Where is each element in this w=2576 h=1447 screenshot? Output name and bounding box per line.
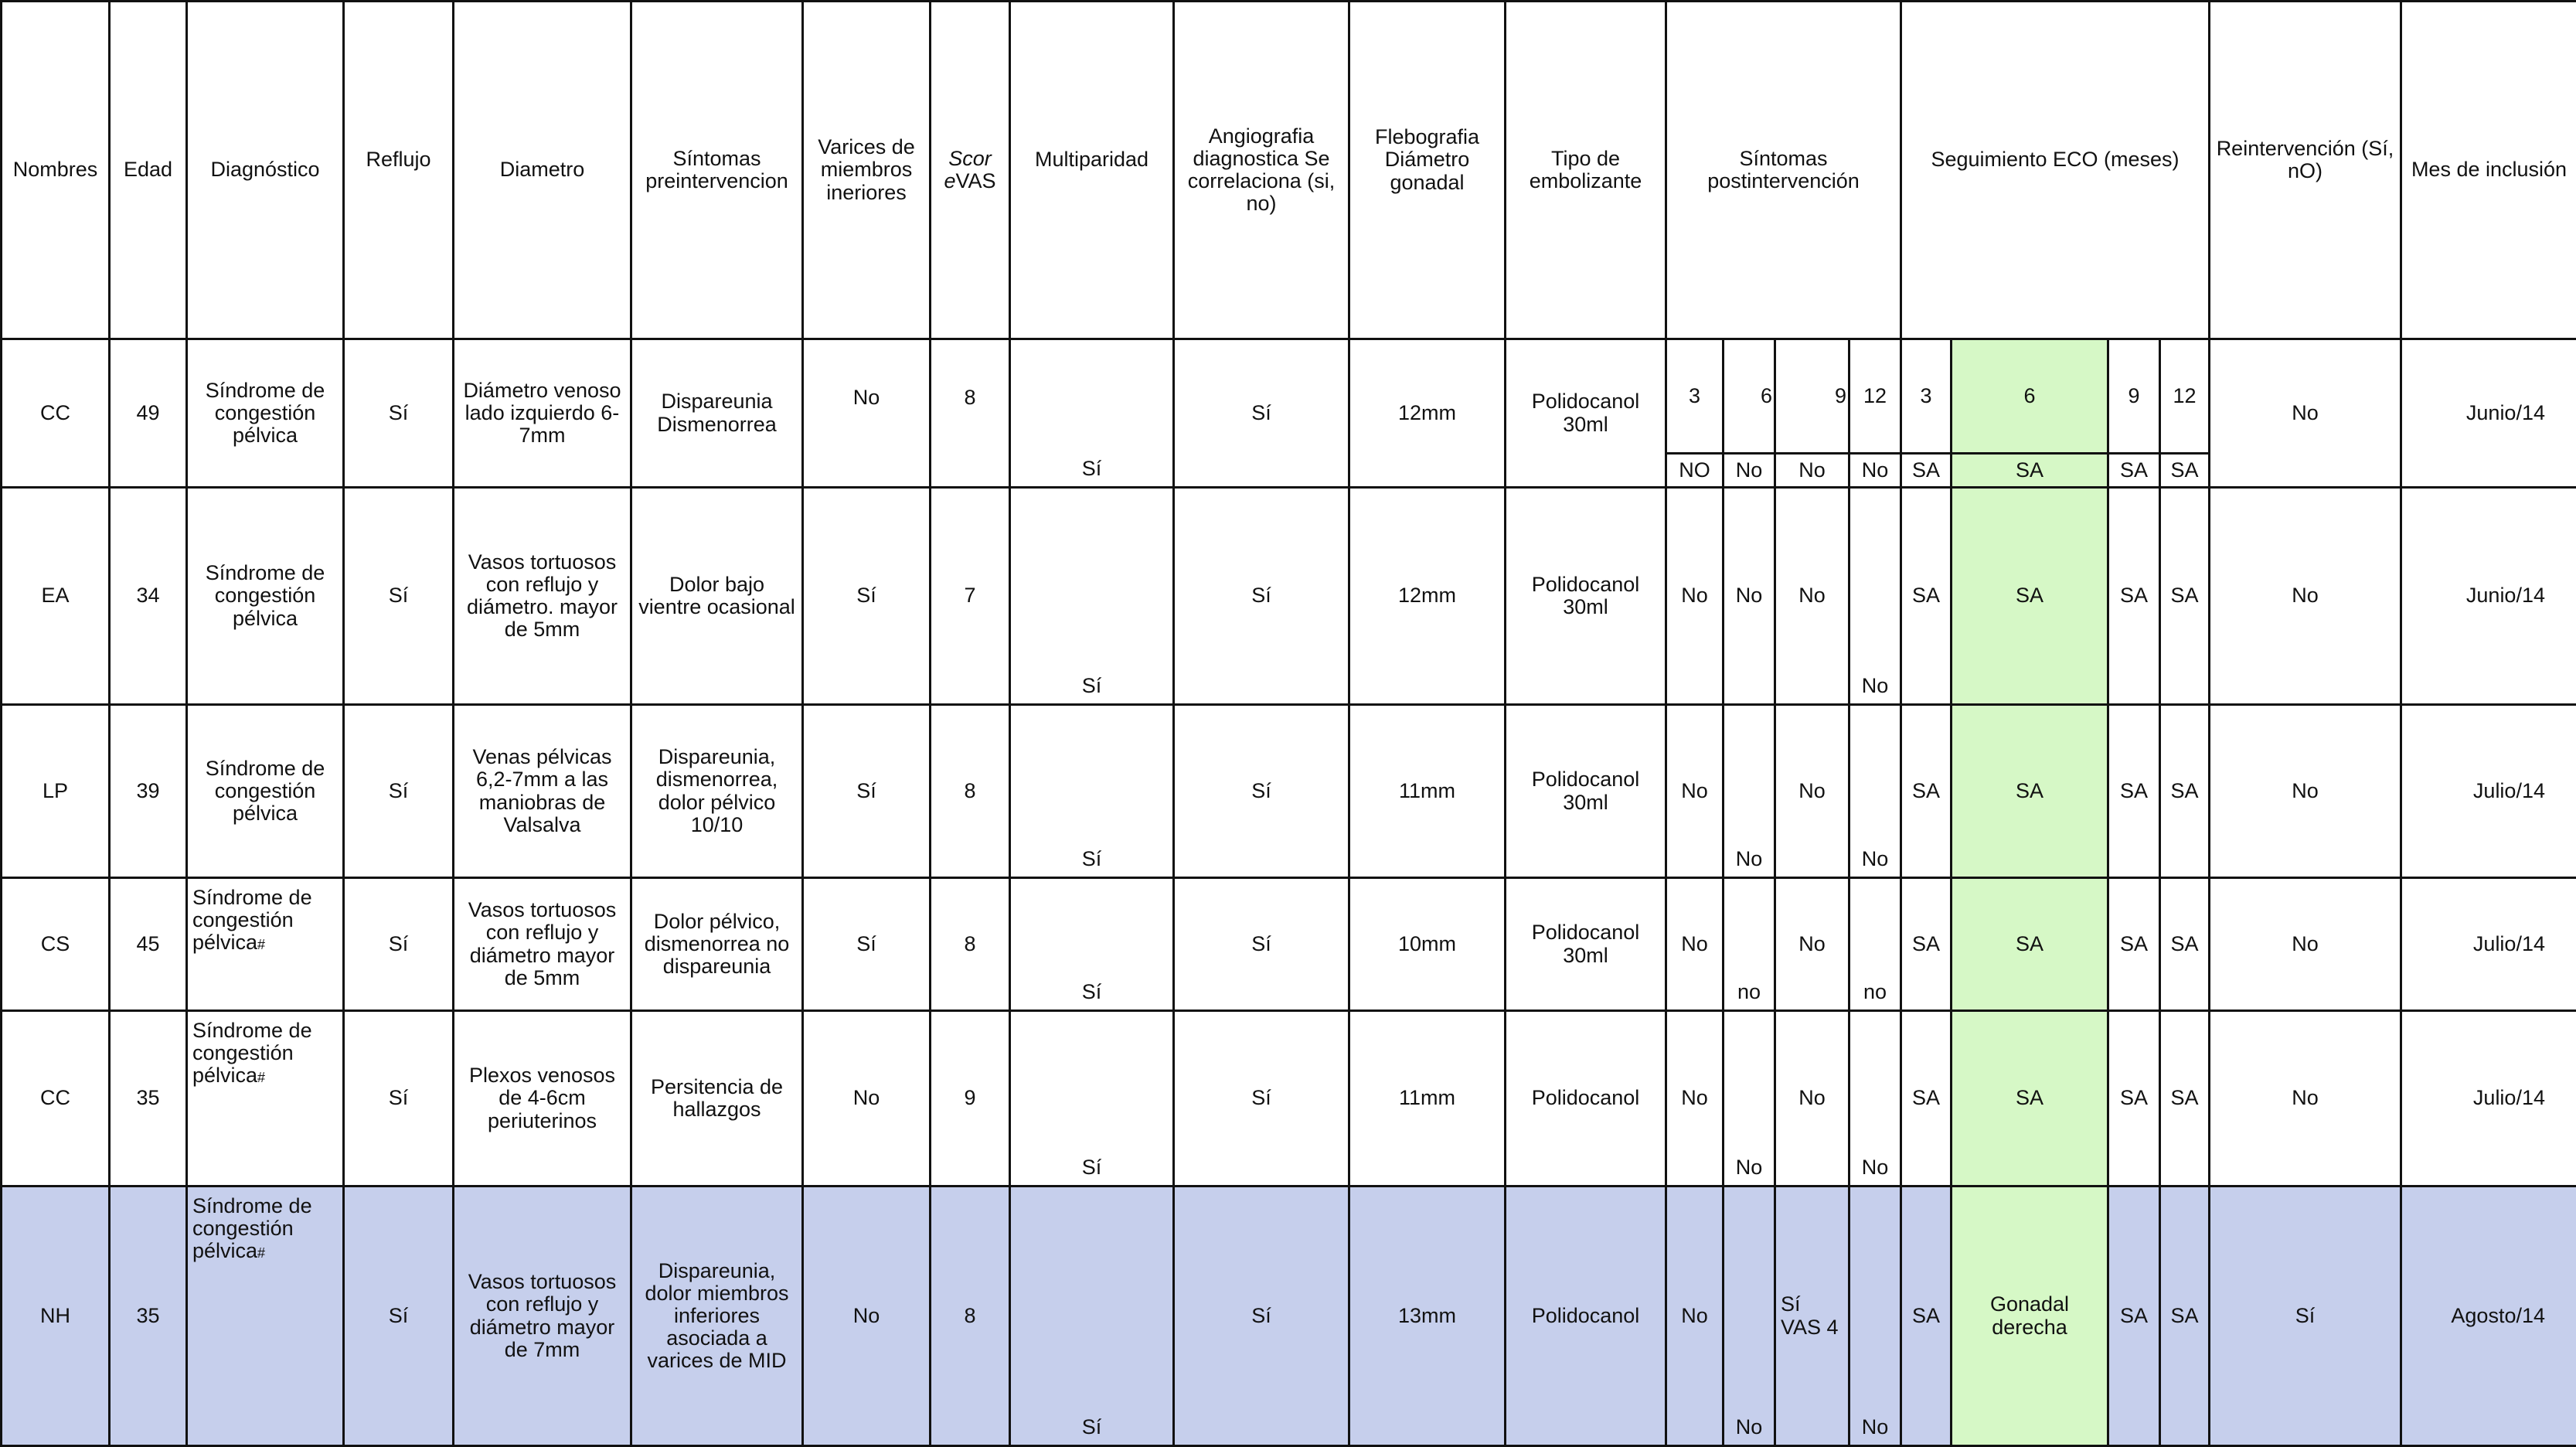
cell-flebografia [1349, 488, 1506, 705]
table-row-highlighted [2, 1187, 2576, 1446]
cell-angiografia: Sí [1174, 878, 1349, 1011]
cell-nombre: CS [2, 878, 110, 1011]
cell-post-9: No [1775, 488, 1849, 705]
diametro-text: Vasos tortuosos con reflujo y diámetro. mayor de 5 [467, 550, 618, 641]
cell-mes: Junio/14 [2401, 339, 2576, 488]
diametro-unit: mm [545, 618, 580, 641]
cell-eco-3: SA [1901, 705, 1952, 878]
cell-varices: No [803, 1187, 931, 1446]
cell-diagnostico: Síndrome de congestión pélvica [187, 488, 344, 705]
cell-vas: 9 [931, 1011, 1010, 1187]
flebografia-unit: mm [1421, 932, 1456, 955]
cell-mes: Julio/14 [2401, 705, 2576, 878]
cell-multiparidad: Sí [1010, 488, 1174, 705]
embolizante-volume: 30 [1563, 944, 1586, 967]
cell-post-9: No [1775, 705, 1849, 878]
header-edad: Edad [110, 2, 187, 339]
cell-diagnostico: Síndrome de congestión pélvica [187, 339, 344, 488]
cell-vas: 8 [931, 705, 1010, 878]
cell-angiografia: Sí [1174, 488, 1349, 705]
cell-eco-3: SA [1901, 1187, 1952, 1446]
month-eco-6: 6 [1952, 339, 2108, 454]
month-post-12: 12 [1849, 339, 1901, 454]
cell-eco-6: SA [1952, 1011, 2108, 1187]
diametro-text: Diámetro venoso lado izquierdo 6-7 [463, 379, 621, 447]
month-post-3: 3 [1666, 339, 1724, 454]
cell-flebografia [1349, 705, 1506, 878]
header-score-part2: e [944, 169, 955, 192]
diagnostico-mark: # [257, 1070, 265, 1085]
cell-diametro [454, 488, 631, 705]
cell-nombre: NH [2, 1187, 110, 1446]
cell-mes: Junio/14 [2401, 488, 2576, 705]
cell-reflujo: Sí [344, 1187, 454, 1446]
cell-sintomas-pre: Dolor bajo vientre ocasional [631, 488, 803, 705]
cell-eco-12: SA [2160, 1187, 2210, 1446]
cell-post-6: No [1724, 454, 1775, 488]
cell-post-9: No [1775, 454, 1849, 488]
diagnostico-mark: # [257, 937, 265, 952]
cell-post-9: No [1775, 1011, 1849, 1187]
month-post-9: 9 [1775, 339, 1849, 454]
cell-post-12: No [1849, 454, 1901, 488]
embolizante-unit: ml [1586, 944, 1608, 967]
cell-reintervencion: No [2210, 1011, 2401, 1187]
cell-embolizante [1506, 488, 1666, 705]
cell-eco-9: SA [2108, 454, 2160, 488]
cell-post-6: No [1724, 705, 1775, 878]
cell-angiografia: Sí [1174, 705, 1349, 878]
cell-embolizante [1506, 339, 1666, 488]
cell-varices: No [803, 339, 931, 488]
cell-eco-3: SA [1901, 488, 1952, 705]
cell-angiografia: Sí [1174, 339, 1349, 488]
diametro-text: Venas pélvicas 6,2-7 [472, 745, 611, 791]
cell-post-6: No [1724, 488, 1775, 705]
diametro-unit: mm [545, 966, 580, 989]
embolizante-unit: ml [1586, 595, 1608, 618]
cell-post-3: No [1666, 1011, 1724, 1187]
cell-embolizante: Polidocanol [1506, 1187, 1666, 1446]
cell-diagnostico [187, 878, 344, 1011]
cell-multiparidad: Sí [1010, 878, 1174, 1011]
cell-embolizante [1506, 705, 1666, 878]
cell-edad: 49 [110, 339, 187, 488]
cell-reintervencion: No [2210, 878, 2401, 1011]
cell-reflujo: Sí [344, 705, 454, 878]
cell-vas: 8 [931, 1187, 1010, 1446]
cell-eco-9: SA [2108, 488, 2160, 705]
cell-varices: Sí [803, 488, 931, 705]
embolizante-volume: 30 [1563, 791, 1586, 814]
cell-eco-12: SA [2160, 705, 2210, 878]
cell-eco-9: SA [2108, 1011, 2160, 1187]
table-row [2, 878, 2576, 1011]
cell-eco-6: SA [1952, 488, 2108, 705]
cell-multiparidad: Sí [1010, 1187, 1174, 1446]
cell-eco-12: SA [2160, 878, 2210, 1011]
cell-post-12: No [1849, 1011, 1901, 1187]
month-eco-3: 3 [1901, 339, 1952, 454]
header-flebografia: Flebografia Diámetro gonadal [1349, 2, 1506, 339]
cell-eco-6: SA [1952, 705, 2108, 878]
cell-post-12: no [1849, 878, 1901, 1011]
cell-diagnostico: Síndrome de congestión pélvica [187, 705, 344, 878]
flebografia-value: 13 [1398, 1304, 1421, 1327]
cell-eco-9: SA [2108, 878, 2160, 1011]
flebografia-unit: mm [1421, 584, 1456, 607]
cell-eco-12: SA [2160, 454, 2210, 488]
embolizante-agent: Polidocanol [1511, 768, 1660, 791]
header-varices: Varices de miembros ineriores [803, 2, 931, 339]
diagnostico-mark: # [257, 1245, 265, 1261]
diametro-unit: cm periuterinos [488, 1086, 597, 1132]
cell-multiparidad: Sí [1010, 705, 1174, 878]
cell-multiparidad: Sí [1010, 1011, 1174, 1187]
embolizante-agent: Polidocanol [1511, 574, 1660, 596]
cell-vas: 8 [931, 878, 1010, 1011]
cell-eco-6: SA [1952, 878, 2108, 1011]
embolizante-agent: Polidocanol [1511, 921, 1660, 944]
flebografia-unit: mm [1421, 1304, 1456, 1327]
cell-eco-3: SA [1901, 878, 1952, 1011]
flebografia-unit: mm [1421, 401, 1456, 424]
header-embolizante: Tipo de embolizante [1506, 2, 1666, 339]
header-nombres: Nombres [2, 2, 110, 339]
cell-eco-12: SA [2160, 488, 2210, 705]
cell-post-3: No [1666, 705, 1724, 878]
table-row [2, 1011, 2576, 1187]
cell-eco-6: SA [1952, 454, 2108, 488]
header-score-vas [931, 2, 1010, 339]
cell-angiografia: Sí [1174, 1187, 1349, 1446]
diametro-text: Vasos tortuosos con reflujo y diámetro mayor de 5 [468, 898, 617, 989]
cell-sintomas-pre: Dispareunia Dismenorrea [631, 339, 803, 488]
month-post-6: 6 [1724, 339, 1775, 454]
cell-sintomas-pre: Dispareunia, dismenorrea, dolor pélvico 10/10 [631, 705, 803, 878]
header-reflujo: Reflujo [344, 2, 454, 339]
cell-embolizante: Polidocanol [1506, 1011, 1666, 1187]
header-score-part1: Scor [936, 148, 1004, 170]
cell-vas: 8 [931, 339, 1010, 488]
flebografia-unit: mm [1421, 779, 1455, 802]
cell-embolizante [1506, 878, 1666, 1011]
cell-edad: 45 [110, 878, 187, 1011]
cell-eco-9: SA [2108, 1187, 2160, 1446]
cell-nombre: CC [2, 339, 110, 488]
month-eco-12: 12 [2160, 339, 2210, 454]
flebografia-value: 12 [1398, 584, 1421, 607]
cell-diametro [454, 339, 631, 488]
cell-reflujo: Sí [344, 339, 454, 488]
diagnostico-text: Síndrome de congestión pélvica [192, 886, 312, 954]
cell-edad: 39 [110, 705, 187, 878]
cell-vas: 7 [931, 488, 1010, 705]
table-row [2, 488, 2576, 705]
header-mes-inclusion: Mes de inclusión [2401, 2, 2576, 339]
cell-flebografia [1349, 1011, 1506, 1187]
cell-post-12: No [1849, 705, 1901, 878]
cell-post-3: No [1666, 488, 1724, 705]
cell-eco-9: SA [2108, 705, 2160, 878]
cell-nombre: EA [2, 488, 110, 705]
cell-post-6: no [1724, 878, 1775, 1011]
flebografia-value: 12 [1398, 401, 1421, 424]
table-row [2, 339, 2576, 454]
cell-post-3: No [1666, 878, 1724, 1011]
diametro-unit: mm [531, 424, 566, 447]
cell-eco-6: Gonadal derecha [1952, 1187, 2108, 1446]
header-diametro: Diametro [454, 2, 631, 339]
embolizante-unit: ml [1586, 791, 1608, 814]
header-sintomas-pre: Síntomas preintervencion [631, 2, 803, 339]
cell-diametro [454, 878, 631, 1011]
month-eco-9: 9 [2108, 339, 2160, 454]
flebografia-value: 11 [1399, 1086, 1421, 1109]
cell-reintervencion: No [2210, 339, 2401, 488]
cell-sintomas-pre: Persitencia de hallazgos [631, 1011, 803, 1187]
header-score-part3: VAS [956, 169, 996, 192]
cell-varices: No [803, 1011, 931, 1187]
header-diagnostico: Diagnóstico [187, 2, 344, 339]
cell-varices: Sí [803, 705, 931, 878]
cell-angiografia: Sí [1174, 1011, 1349, 1187]
cell-diagnostico [187, 1011, 344, 1187]
cell-edad: 35 [110, 1187, 187, 1446]
cell-reflujo: Sí [344, 878, 454, 1011]
flebografia-value: 10 [1398, 932, 1421, 955]
cell-post-12: No [1849, 488, 1901, 705]
header-multiparidad: Multiparidad [1010, 2, 1174, 339]
cell-diametro [454, 1187, 631, 1446]
cell-flebografia [1349, 878, 1506, 1011]
cell-sintomas-pre: Dolor pélvico, dismenorrea no dispareunia [631, 878, 803, 1011]
cell-post-6: No [1724, 1011, 1775, 1187]
embolizante-agent: Polidocanol [1511, 390, 1660, 413]
header-angiografia: Angiografia diagnostica Se correlaciona (si, no) [1174, 2, 1349, 339]
cell-reintervencion: No [2210, 705, 2401, 878]
cell-edad: 34 [110, 488, 187, 705]
embolizante-unit: ml [1586, 413, 1608, 436]
cell-diametro [454, 1011, 631, 1187]
flebografia-value: 11 [1399, 779, 1421, 802]
header-row [2, 2, 2576, 339]
cell-post-9: Sí VAS 4 [1775, 1187, 1849, 1446]
header-sintomas-post: Síntomas postintervención [1666, 2, 1901, 339]
cell-eco-12: SA [2160, 1011, 2210, 1187]
cell-reintervencion: Sí [2210, 1187, 2401, 1446]
cell-post-9: No [1775, 878, 1849, 1011]
cell-post-3: No [1666, 1187, 1724, 1446]
header-reintervencion: Reintervención (Sí, nO) [2210, 2, 2401, 339]
cell-edad: 35 [110, 1011, 187, 1187]
cell-reflujo: Sí [344, 488, 454, 705]
cell-mes: Agosto/14 [2401, 1187, 2576, 1446]
cell-multiparidad: Sí [1010, 339, 1174, 488]
diagnostico-text: Síndrome de congestión pélvica [192, 1194, 312, 1262]
cell-diametro [454, 705, 631, 878]
cell-sintomas-pre: Dispareunia, dolor miembros inferiores asociada a varices de MID [631, 1187, 803, 1446]
diametro-unit: mm a las maniobras de Valsalva [479, 768, 608, 836]
header-seguimiento-eco: Seguimiento ECO (meses) [1901, 2, 2210, 339]
cell-mes: Julio/14 [2401, 878, 2576, 1011]
cell-diagnostico [187, 1187, 344, 1446]
cell-post-6: No [1724, 1187, 1775, 1446]
cell-eco-3: SA [1901, 1011, 1952, 1187]
cell-flebografia [1349, 1187, 1506, 1446]
cell-post-12: No [1849, 1187, 1901, 1446]
cell-post-3: NO [1666, 454, 1724, 488]
flebografia-unit: mm [1421, 1086, 1455, 1109]
cell-mes: Julio/14 [2401, 1011, 2576, 1187]
cell-nombre: LP [2, 705, 110, 878]
diametro-unit: mm [545, 1338, 580, 1361]
table-row [2, 705, 2576, 878]
embolizante-volume: 30 [1563, 595, 1586, 618]
cell-varices: Sí [803, 878, 931, 1011]
diametro-text: Plexos venosos de 4-6 [469, 1064, 615, 1109]
cell-nombre: CC [2, 1011, 110, 1187]
cell-reintervencion: No [2210, 488, 2401, 705]
cell-reflujo: Sí [344, 1011, 454, 1187]
embolizante-volume: 30 [1563, 413, 1586, 436]
diagnostico-text: Síndrome de congestión pélvica [192, 1019, 312, 1087]
cell-eco-3: SA [1901, 454, 1952, 488]
diametro-text: Vasos tortuosos con reflujo y diámetro mayor de 7 [468, 1270, 617, 1360]
cell-flebografia [1349, 339, 1506, 488]
